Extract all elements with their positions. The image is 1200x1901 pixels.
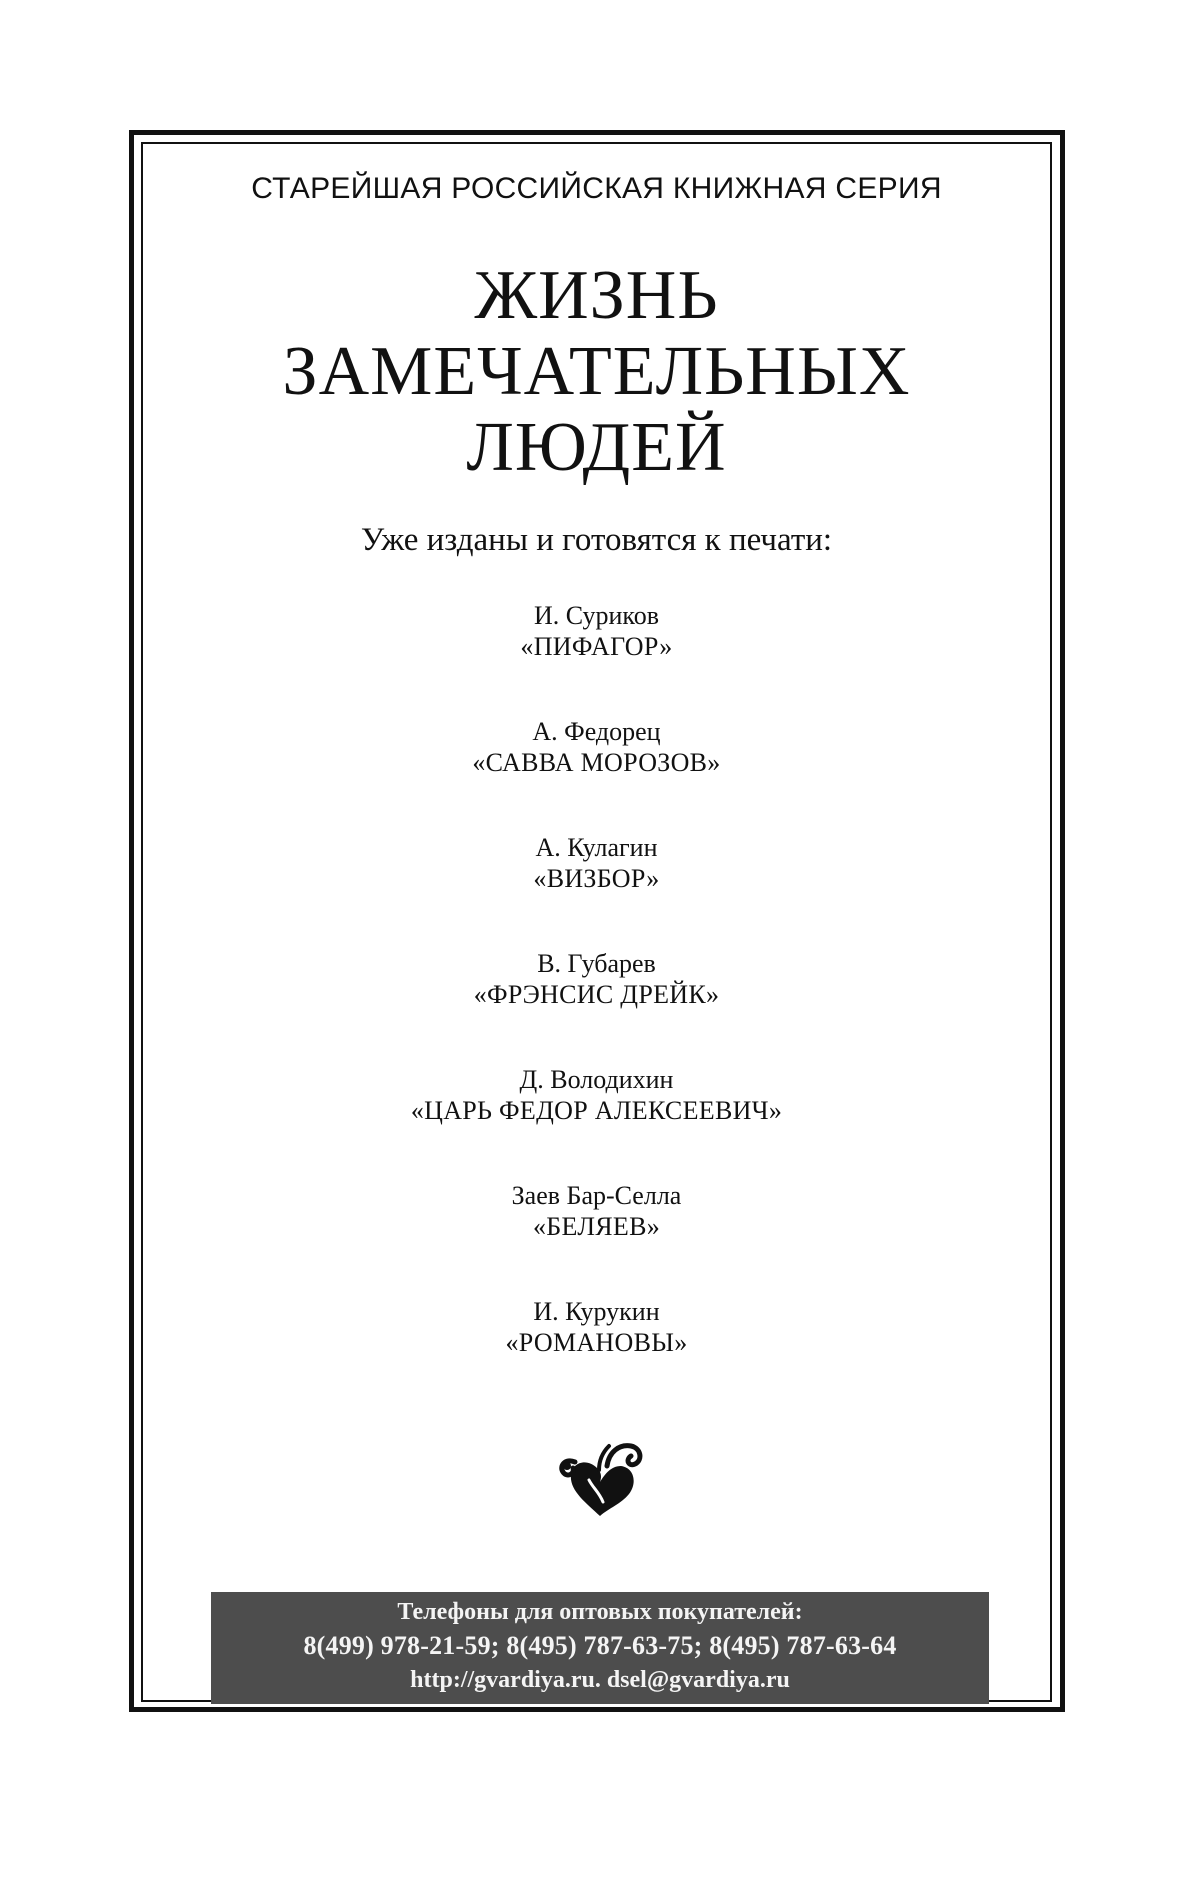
book-author: А. Федорец <box>532 717 661 746</box>
title-line: ЖИЗНЬ <box>474 257 719 334</box>
book-entry <box>141 716 1052 832</box>
book-list <box>141 600 1052 1412</box>
book-author: Заев Бар-Селла <box>511 1181 682 1210</box>
wholesale-contact-box <box>211 1592 989 1704</box>
book-entry <box>141 1064 1052 1180</box>
book-title: «ПИФАГОР» <box>520 632 673 661</box>
book-author: И. Курукин <box>533 1297 660 1326</box>
series-heading: СТАРЕЙШАЯ РОССИЙСКАЯ КНИЖНАЯ СЕРИЯ <box>251 172 942 205</box>
contact-web[interactable]: http://gvardiya.ru. dsel@gvardiya.ru <box>410 1667 790 1693</box>
book-title: «БЕЛЯЕВ» <box>532 1212 661 1241</box>
book-title: «САВВА МОРОЗОВ» <box>472 748 721 777</box>
book-title: «ЦАРЬ ФЕДОР АЛЕКСЕЕВИЧ» <box>410 1096 783 1125</box>
book-author: А. Кулагин <box>535 833 658 862</box>
book-entry <box>141 1180 1052 1296</box>
book-entry <box>141 832 1052 948</box>
contact-phones: 8(499) 978-21-59; 8(495) 787-63-75; 8(495) 787-63-64 <box>303 1631 897 1660</box>
book-title: «ВИЗБОР» <box>533 864 660 893</box>
title-line: ЗАМЕЧАТЕЛЬНЫХ <box>282 333 911 410</box>
book-title: «ФРЭНСИС ДРЕЙК» <box>473 980 720 1009</box>
series-title <box>141 258 1052 486</box>
publisher-emblem-icon <box>545 1432 655 1522</box>
title-line: ЛЮДЕЙ <box>466 409 727 486</box>
book-author: Д. Володихин <box>519 1065 674 1094</box>
book-author: В. Губарев <box>537 949 656 978</box>
book-title: «РОМАНОВЫ» <box>505 1328 688 1357</box>
book-entry <box>141 1296 1052 1412</box>
book-entry <box>141 948 1052 1064</box>
contact-heading: Телефоны для оптовых покупателей: <box>397 1599 803 1625</box>
subtitle: Уже изданы и готовятся к печати: <box>360 522 833 558</box>
book-entry <box>141 600 1052 716</box>
book-author: И. Суриков <box>534 601 659 630</box>
